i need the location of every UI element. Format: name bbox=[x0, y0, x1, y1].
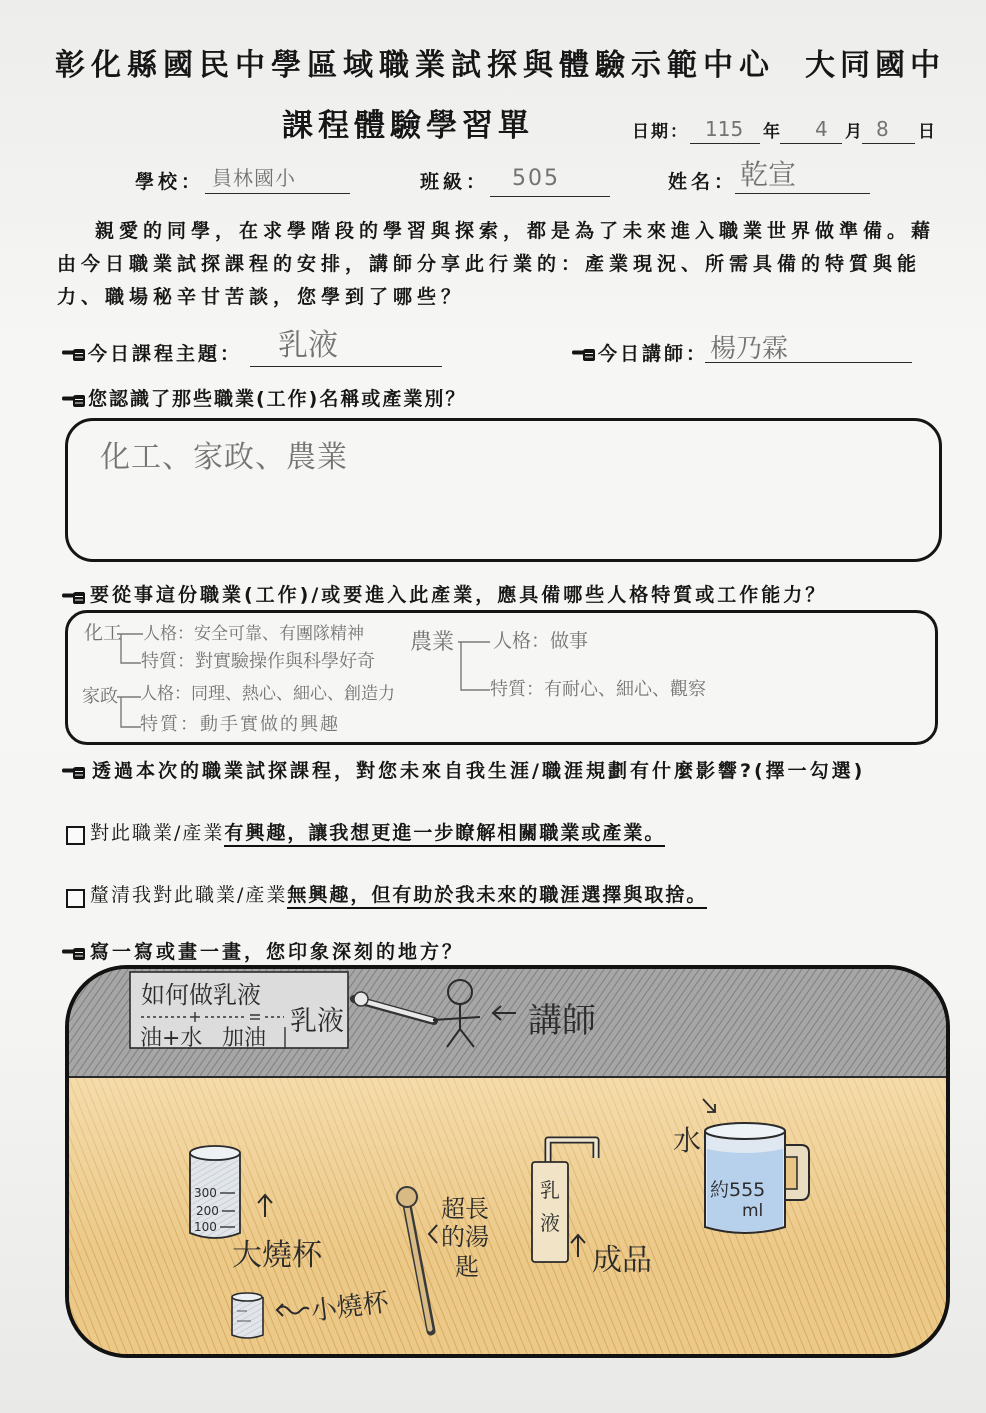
spoon-label-line-1: 超長 bbox=[441, 1195, 489, 1223]
hand-pointer-icon bbox=[572, 347, 596, 363]
board-step: 加油 bbox=[222, 1026, 267, 1051]
water-label: 水 bbox=[673, 1124, 702, 1157]
big-beaker bbox=[190, 1146, 240, 1238]
topic-value: 乳液 bbox=[278, 328, 338, 363]
q2-agri-personality: 人格：做事 bbox=[493, 630, 589, 652]
q2-industry-chem: 化工 bbox=[84, 622, 123, 644]
hand-pointer-icon bbox=[62, 946, 86, 962]
q2-chem-personality: 人格：安全可靠、有團隊精神 bbox=[143, 624, 364, 644]
center-name: 彰化縣國民中學區域職業試探與體驗示範中心 bbox=[55, 48, 775, 83]
school-underline bbox=[205, 193, 350, 194]
big-beaker-label: 大燒杯 bbox=[232, 1238, 322, 1273]
date-year: 115 bbox=[705, 117, 744, 141]
school-name-title: 大同國中 bbox=[805, 48, 945, 83]
checkbox-icon[interactable] bbox=[66, 826, 85, 845]
intro-line-3: 力、職場秘辛甘苦談，您學到了哪些？ bbox=[57, 286, 466, 308]
teacher-label: 講師 bbox=[528, 1001, 596, 1041]
month-underline bbox=[780, 143, 842, 144]
beaker-mark: 200 bbox=[196, 1204, 219, 1218]
mug-unit: ml bbox=[742, 1201, 764, 1221]
school-label: 學校： bbox=[135, 171, 205, 193]
intro-line-2: 由今日職業試探課程的安排，講師分享此行業的：產業現況、所需具備的特質與能 bbox=[57, 253, 922, 275]
hand-pointer-icon bbox=[62, 393, 86, 409]
teacher-value: 楊乃霖 bbox=[710, 334, 789, 364]
date-day: 8 bbox=[876, 117, 889, 141]
teacher-label: 今日講師： bbox=[598, 343, 709, 365]
q2-prompt: 要從事這份職業(工作)/或要進入此產業，應具備哪些人格特質或工作能力？ bbox=[90, 584, 828, 606]
spoon-label-line-3: 匙 bbox=[455, 1253, 479, 1281]
option-prefix: 對此職業/產業 bbox=[90, 822, 225, 844]
q3-option-not-interested bbox=[90, 884, 707, 907]
q2-home-econ-traits: 特質：動手實做的興趣 bbox=[140, 714, 340, 735]
class-value: 505 bbox=[512, 166, 560, 191]
small-beaker bbox=[232, 1293, 263, 1338]
beaker-mark: 100 bbox=[194, 1220, 217, 1234]
drawing-box bbox=[65, 965, 950, 1358]
date-day-unit: 日 bbox=[918, 122, 935, 142]
option-emphasis: 無興趣，但有助於我未來的職涯選擇與取捨。 bbox=[287, 884, 707, 909]
topic-label: 今日課程主題： bbox=[88, 343, 243, 365]
hand-pointer-icon bbox=[62, 590, 86, 606]
q2-industry-agri: 農業 bbox=[410, 630, 455, 655]
hand-pointer-icon bbox=[62, 347, 86, 363]
beaker-mark: 300 bbox=[194, 1186, 217, 1200]
q1-prompt: 您認識了那些職業(工作)名稱或產業別？ bbox=[88, 388, 467, 410]
name-underline bbox=[735, 193, 870, 194]
q2-industry-home-econ: 家政 bbox=[82, 686, 118, 707]
name-label: 姓名： bbox=[668, 171, 738, 193]
whiteboard bbox=[130, 972, 348, 1051]
school-value: 員林國小 bbox=[212, 166, 296, 190]
bottle-text: 液 bbox=[540, 1211, 560, 1235]
board-mix: 油+水 bbox=[140, 1026, 203, 1051]
small-beaker-label: 小燒杯 bbox=[309, 1287, 391, 1327]
option-prefix: 釐清我對此職業/產業 bbox=[90, 884, 288, 906]
year-underline bbox=[690, 143, 760, 144]
date-month: 4 bbox=[815, 117, 828, 141]
product-label: 成品 bbox=[592, 1243, 652, 1278]
hand-pointer-icon bbox=[62, 765, 86, 781]
name-value: 乾宣 bbox=[740, 158, 797, 191]
mug-volume: 約555 bbox=[710, 1179, 766, 1201]
bottle-text: 乳 bbox=[540, 1178, 560, 1202]
q2-home-econ-personality: 人格：同理、熱心、細心、創造力 bbox=[140, 684, 395, 704]
checkbox-icon[interactable] bbox=[66, 889, 85, 908]
date-label: 日期： bbox=[632, 122, 689, 142]
board-title: 如何做乳液 bbox=[141, 981, 261, 1009]
date-month-unit: 月 bbox=[845, 122, 862, 142]
topic-underline bbox=[250, 366, 442, 367]
q2-chem-traits: 特質：對實驗操作與科學好奇 bbox=[141, 651, 375, 672]
day-underline bbox=[862, 143, 915, 144]
q3-prompt: 透過本次的職業試探課程，對您未來自我生涯/職涯規劃有什麼影響?(擇一勾選) bbox=[92, 760, 866, 782]
q2-agri-traits: 特質：有耐心、細心、觀察 bbox=[490, 679, 706, 700]
board-result: 乳液 bbox=[290, 1006, 344, 1037]
q4-prompt: 寫一寫或畫一畫，您印象深刻的地方？ bbox=[90, 941, 465, 963]
option-emphasis: 有興趣，讓我想更進一步瞭解相關職業或產業。 bbox=[224, 822, 665, 847]
date-year-unit: 年 bbox=[763, 122, 780, 142]
q3-option-interested bbox=[90, 822, 665, 845]
spoon-label-line-2: 的湯 bbox=[441, 1223, 489, 1251]
sheet-title: 課程體驗學習單 bbox=[282, 108, 534, 144]
intro-line-1: 親愛的同學，在求學階段的學習與探索，都是為了未來進入職業世界做準備。藉 bbox=[95, 220, 936, 242]
q1-answer: 化工、家政、農業 bbox=[100, 440, 348, 475]
class-underline bbox=[490, 196, 610, 197]
student-drawing bbox=[69, 969, 946, 1354]
class-label: 班級： bbox=[420, 171, 490, 193]
